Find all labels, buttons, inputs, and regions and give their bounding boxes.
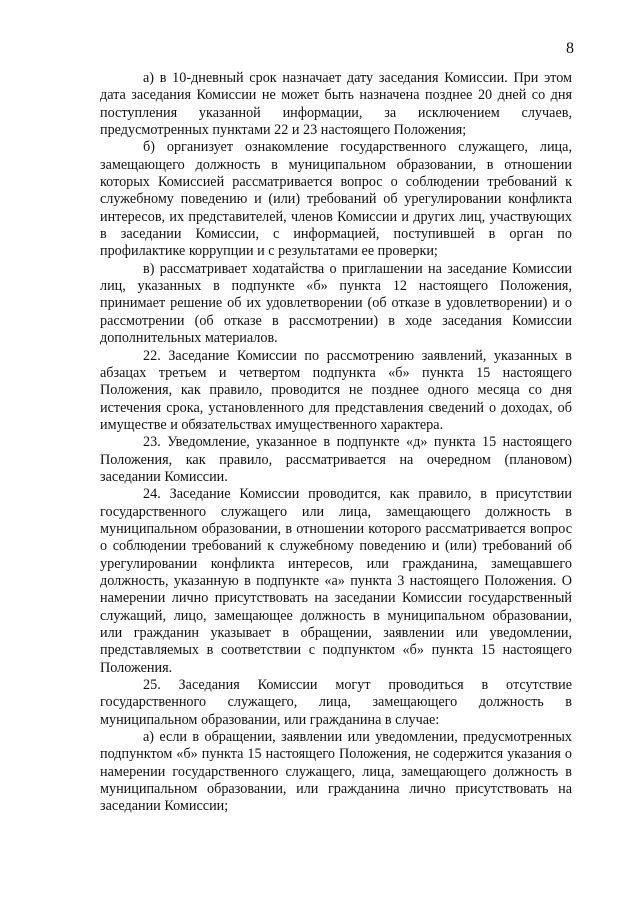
page-number: 8 [566, 40, 574, 57]
document-body [100, 70, 572, 816]
paragraph-25: 25. Заседания Комиссии могут проводиться в отсутствие государственного служащего, лица, замещающего должность в муниципальном образовании, или гражданина в случае: [100, 677, 572, 728]
paragraph-24: 24. Заседание Комиссии проводится, как правило, в присутствии государственного служащего или лица, замещающего должность в муниципальном образовании, в отношении которого рассматривается вопрос о соблюдении требований к служебному поведению и (или) требований об урегулировании конфликта интересов, или гражданина, замещавшего должность, указанную в подпункте «а» пункта 3 настоящего Положения. О намерении лично присутствовать на заседании Комиссии государственный служащий, лицо, замещающее должность в муниципальном образовании, или гражданин указывает в обращении, заявлении или уведомлении, представляемых в соответствии с подпунктом «б» пункта 15 настоящего Положения. [100, 486, 572, 676]
paragraph-25-item-a: а) если в обращении, заявлении или уведомлении, предусмотренных подпунктом «б» пункта 15 настоящего Положения, не содержится указания о намерении государственного служащего, лица, замещающего должность в муниципальном образовании, или гражданина лично присутствовать на заседании Комиссии; [100, 729, 572, 815]
paragraph-item-v: в) рассматривает ходатайства о приглашении на заседание Комиссии лиц, указанных в подпункте «б» пункта 12 настоящего Положения, принимает решение об их удовлетворении (об отказе в удовлетворении) и о рассмотрении (об отказе в рассмотрении) в ходе заседания Комиссии дополнительных материалов. [100, 260, 572, 347]
paragraph-23: 23. Уведомление, указанное в подпункте «д» пункта 15 настоящего Положения, как правило, рассматривается на очередном (плановом) заседании Комиссии. [100, 434, 572, 485]
paragraph-item-a-first: а) в 10-дневный срок назначает дату заседания Комиссии. При этом дата заседания Комиссии не может быть назначена позднее 20 дней со дня поступления указанной информации, за исключением случаев, предусмотренных пунктами 22 и 23 настоящего Положения; [100, 70, 572, 139]
paragraph-item-b-first: б) организует ознакомление государственного служащего, лица, замещающего должность в муниципальном образовании, в отношении которых Комиссией рассматривается вопрос о соблюдении требований к служебному поведению и (или) требований об урегулировании конфликта интересов, их представителей, членов Комиссии и других лиц, участвующих в заседании Комиссии, с информацией, поступившей в орган по профилактике коррупции и с результатами ее проверки; [100, 139, 572, 260]
paragraph-22: 22. Заседание Комиссии по рассмотрению заявлений, указанных в абзацах третьем и четвертом подпункта «б» пункта 15 настоящего Положения, как правило, проводится не позднее одного месяца со дня истечения срока, установленного для представления сведений о доходах, об имуществе и обязательствах имущественного характера. [100, 347, 572, 433]
